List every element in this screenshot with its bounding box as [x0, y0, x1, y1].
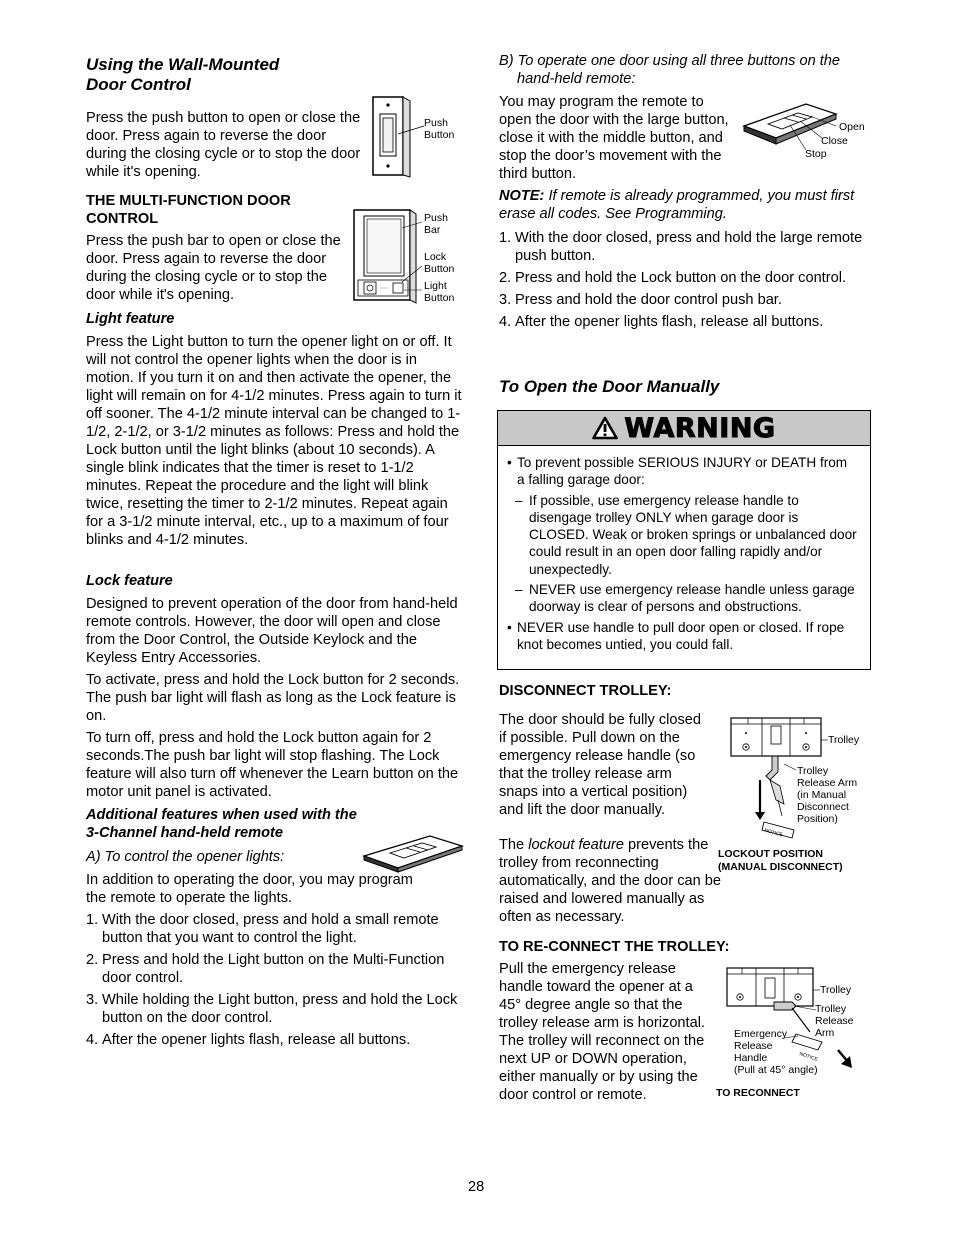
- push-button-paragraph: Press the push button to open or close the door. Press again to reverse the door during the closing cycle or to stop the door while it's opening.: [86, 110, 361, 180]
- reconnect-trolley-label: Trolley: [820, 984, 852, 996]
- warning-triangle-icon: [592, 416, 618, 440]
- list-item: 3. Press and hold the door control push bar.: [499, 292, 782, 308]
- sub-b-heading: B) To operate one door using all three buttons on the hand-held remote:: [499, 53, 841, 87]
- list-item: 3. While holding the Light button, press and hold the Lock button on the door control.: [86, 992, 458, 1026]
- page-number: 28: [468, 1179, 485, 1195]
- reconnect-heading: TO RE-CONNECT THE TROLLEY:: [499, 939, 730, 955]
- section-title-wall-control: Using the Wall-Mounted Door Control: [86, 55, 280, 94]
- mf-paragraph: Press the push bar to open or close the door. Press again to reverse the door during the closing cycle or to stop the door while it's opening.: [86, 233, 341, 303]
- light-feature-heading: Light feature: [86, 311, 175, 327]
- sub-a-heading: A) To control the opener lights:: [86, 849, 285, 865]
- list-item: 1. With the door closed, press and hold the large remote push button.: [499, 230, 863, 264]
- additional-features-heading: Additional features when used with the 3-Channel hand-held remote: [86, 807, 357, 841]
- warning-item: • NEVER use handle to pull door open or closed. If rope knot becomes untied, you could fall.: [507, 619, 845, 652]
- steps-a-list: [86, 911, 464, 1053]
- list-item: 4. After the opener lights flash, release all buttons.: [86, 1032, 411, 1048]
- reconnect-arm-label: Trolley Release Arm: [815, 1003, 854, 1039]
- disconnect-paragraph: The door should be fully closed if possible. Pull down on the emergency release handle (so that the trolley release arm snaps into a vertical position) and lift the door manually.: [499, 712, 702, 818]
- warning-title: WARNING: [624, 412, 776, 444]
- remote-open-label: Open: [839, 121, 865, 133]
- emergency-handle-label: Emergency Release Handle (Pull at 45° angle): [734, 1028, 818, 1076]
- disconnect-heading: DISCONNECT TROLLEY:: [499, 683, 672, 699]
- sub-a-paragraph: In addition to operating the door, you may program the remote to operate the lights.: [86, 872, 413, 906]
- remote-close-label: Close: [821, 135, 848, 147]
- lock-feature-heading: Lock feature: [86, 573, 173, 589]
- warning-header: [498, 411, 870, 446]
- disconnect-arm-label: Trolley Release Arm (in Manual Disconnect Position): [797, 765, 858, 825]
- warning-item: – If possible, use emergency release handle to disengage trolley ONLY when garage door is CLOSED. Weak or broken springs or unbalanced door could result in an open door falling rapidly and/or unexpectedly.: [515, 492, 857, 577]
- push-button-label: Push Button: [424, 117, 455, 141]
- light-feature-paragraph: Press the Light button to turn the opener light on or off. It will not control the opener lights when the door is in motion. If you turn it on and then activate the opener, the light will remain on for 4-1/2 minutes. Press again to turn it off sooner. The 4-1/2 minute interval can be changed to 1-1/2, 2-1/2, or 3-1/2 minutes as follows: Press and hold the Lock button until the light blinks (about 10 seconds). A single blink indicates that the timer is reset to 1-1/2 minutes. Repeat the procedure and the light will blink twice, resetting the timer to 2-1/2 minutes. Repeat again for a 3-1/2 minute interval, etc., up to a maximum of four blinks and 4-1/2 minutes.: [86, 334, 462, 548]
- remote-illustration-left: [358, 834, 464, 872]
- notice-tag-disconnect: NOTICE: [763, 827, 784, 839]
- lockout-caption: LOCKOUT POSITION (MANUAL DISCONNECT): [718, 848, 843, 873]
- lock-paragraph-1: Designed to prevent operation of the door from hand-held remote controls. However, the door will open and close from the Door Control, the Outside Keylock and the Keyless Entry Accessories.: [86, 596, 458, 666]
- warning-body: [507, 454, 857, 653]
- push-button-illustration: [372, 96, 418, 178]
- warning-item: • To prevent possible SERIOUS INJURY or DEATH from a falling garage door:: [507, 455, 848, 488]
- reconnect-paragraph: Pull the emergency release handle toward the opener at a 45° degree angle so that the trolley release arm is horizontal. The trolley will reconnect on the next UP or DOWN operation, either manually or by using the door control or remote.: [499, 961, 706, 1103]
- lock-button-label: Lock Button: [424, 251, 455, 275]
- sub-b-paragraph: You may program the remote to open the door with the large button, close it with the middle button, and stop the door’s movement with the third button.: [499, 94, 729, 182]
- reconnect-caption: TO RECONNECT: [716, 1087, 800, 1099]
- lock-paragraph-2: To activate, press and hold the Lock button for 2 seconds. The push bar light will flash as long as the Lock feature is on.: [86, 672, 460, 724]
- remote-stop-label: Stop: [805, 148, 827, 160]
- manual-open-heading: To Open the Door Manually: [499, 377, 720, 396]
- light-button-label: Light Button: [424, 280, 455, 304]
- list-item: 4. After the opener lights flash, release all buttons.: [499, 314, 824, 330]
- warning-item: – NEVER use emergency release handle unless garage doorway is clear of persons and obstructions.: [515, 582, 855, 615]
- mf-heading: THE MULTI-FUNCTION DOOR CONTROL: [86, 193, 291, 227]
- notice-tag-reconnect: NOTICE: [798, 1051, 819, 1063]
- steps-b-list: [499, 229, 869, 335]
- list-item: 2. Press and hold the Light button on the Multi-Function door control.: [86, 952, 445, 986]
- disconnect-trolley-label: Trolley: [828, 734, 860, 746]
- lock-paragraph-3: To turn off, press and hold the Lock button again for 2 seconds.The push bar light will stop flashing. The Lock feature will also turn off whenever the Learn button on the motor unit panel is activated.: [86, 730, 459, 800]
- lockout-paragraph: The lockout feature prevents the trolley from reconnecting automatically, and the door can be raised and lowered manually as often as necessary.: [499, 837, 722, 925]
- warning-box: [497, 410, 871, 670]
- list-item: 1. With the door closed, press and hold a small remote button that you want to control the light.: [86, 912, 439, 946]
- note-paragraph: NOTE: If remote is already programmed, you must first erase all codes. See Programming.: [499, 188, 855, 222]
- multi-function-control-illustration: [352, 208, 424, 304]
- push-bar-label: Push Bar: [424, 212, 448, 236]
- list-item: 2. Press and hold the Lock button on the door control.: [499, 270, 847, 286]
